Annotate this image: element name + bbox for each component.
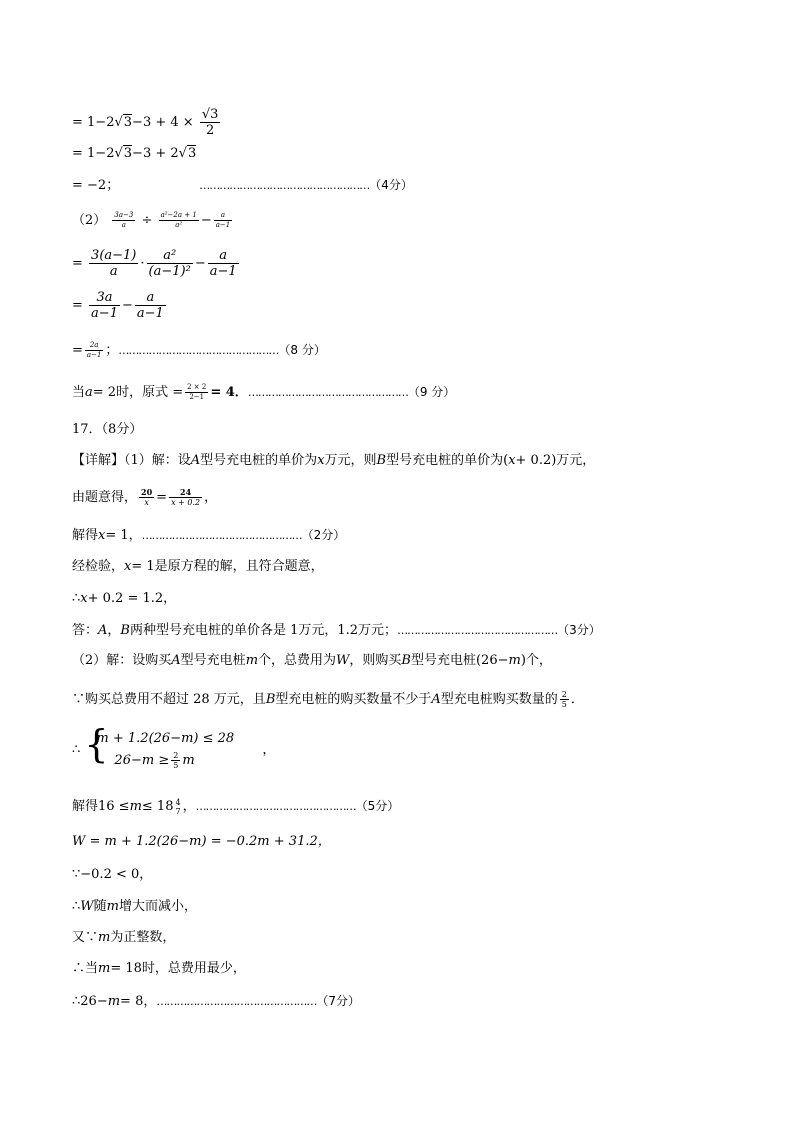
line-12: 解得x= 1，…………………………………………（2分）	[72, 528, 346, 543]
line-22: ∴W随m增大而减小，	[72, 899, 198, 914]
line-11: 由题意得， $\frac{20}{x}$ = $\frac{24}{x + 0.2}$ ，	[72, 487, 218, 507]
line-19: 解得16 ≤m≤ 18 4 7 ，…………………………………………（5分）	[72, 797, 400, 816]
text: = 1−2	[72, 115, 115, 130]
line-1: = 1−2√3−3 + 4 × $\frac{√3}{2}$	[72, 107, 219, 138]
line-5: = $\frac{3(a-1)}{a}$ · $\frac{\text{a²}}{\text{(a−1)²}}$ − $\frac{a}{a-1}$	[72, 248, 237, 279]
line-2: = 1−2√3−3 + 2√3	[72, 146, 197, 161]
line-7: = $\frac{2a}{a-1}$ ；…………………………………………（8 分）	[72, 341, 326, 359]
line-20: W = m + 1.2(26−m) = −0.2m + 31.2，	[72, 834, 331, 849]
question-17-title: 17．（8分）	[72, 422, 143, 437]
line-4: （2） $\frac{3a-3}{a}$ ÷ $\frac{\text{a²−2a + 1}}{\text{a²}}$ − $\frac{a}{a-1}$	[72, 211, 231, 229]
line-13: 经检验，x= 1是原方程的解，且符合题意，	[72, 559, 324, 574]
line-24: ∴当m= 18时，总费用最少，	[72, 961, 246, 976]
fraction: $\frac{√3}{2}$	[201, 107, 219, 138]
line-10: 【详解】（1）解：设A型号充电桩的单价为x万元，则B型号充电桩的单价为(x+ 0.2)万元，	[72, 453, 596, 468]
line-16: （2）解：设购买A型号充电桩m个，总费用为W，则购买B型号充电桩(26−m)个，	[72, 653, 552, 668]
line-17: ∵购买总费用不超过 28 万元，且B型充电桩的购买数量不少于A型充电桩购买数量的 $\frac{2}{5}$ ．	[72, 690, 584, 709]
line-6: = $\frac{3a}{a-1}$ − $\frac{a}{a-1}$	[72, 290, 164, 321]
line-25: ∴26−m= 8，…………………………………………（7分）	[72, 994, 360, 1009]
text: −3 + 4 ×	[132, 115, 194, 130]
line-14: ∴x+ 0.2 = 1.2，	[72, 591, 177, 606]
line-3: = −2； ……………………………………………（4分）	[72, 178, 413, 193]
line-8: 当a= 2时，原式 = $\frac{2 \times 2}{2-1}$ = 4．…………………………………………（9 分）	[72, 383, 456, 401]
line-15: 答：A，B两种型号充电桩的单价各是 1万元，1.2万元；…………………………………………（3分）	[72, 623, 601, 638]
line-21: ∵−0.2 < 0，	[72, 867, 153, 882]
text: 3	[123, 115, 133, 130]
inequality-system: ∴ { m + 1.2(26−m) ≤ 28 26−m ≥ $\frac{2}{5}$ m ，	[72, 722, 276, 770]
system-block: { m + 1.2(26−m) ≤ 28 26−m ≥ $\frac{2}{5}$ m	[84, 722, 235, 770]
line-23: 又∵m为正整数，	[72, 930, 176, 945]
